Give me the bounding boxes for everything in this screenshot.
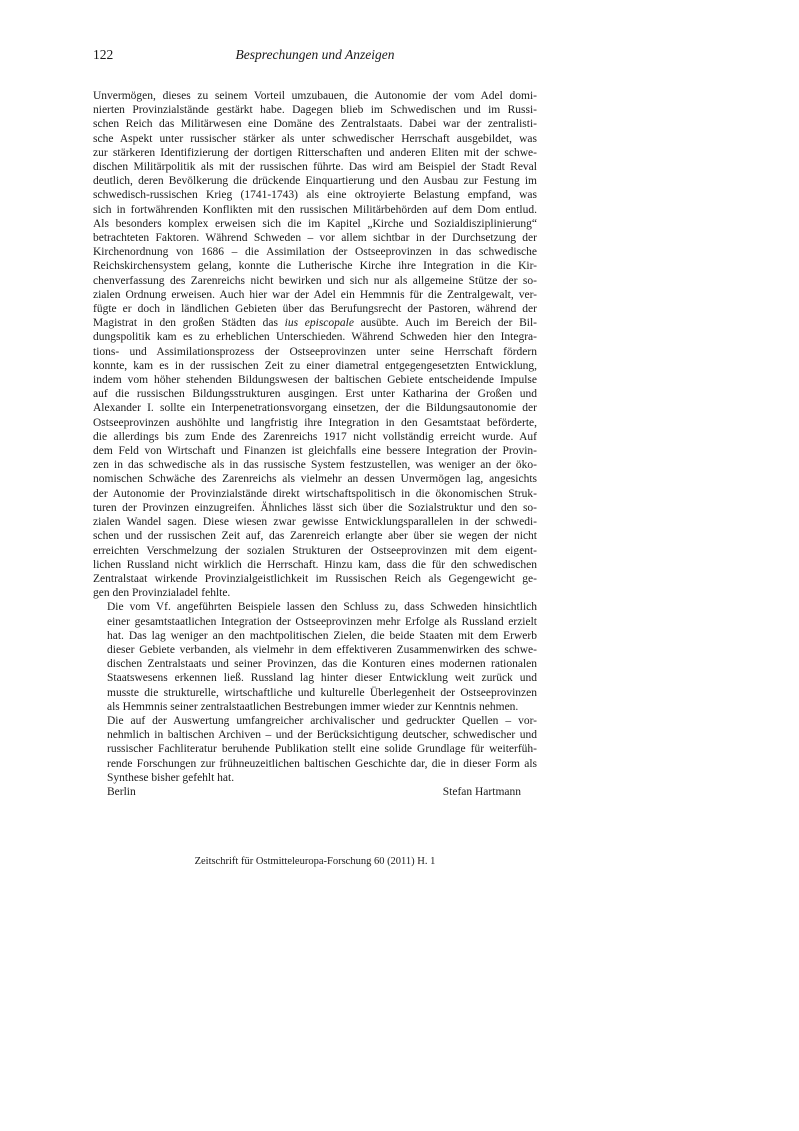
text-line: nomischen Schwäche des Zarenreichs als vielmehr an dessen Unvermögen lag, angesichts [93,473,537,486]
text-line: dieser Gebiete verbanden, als vielmehr in dem effektiveren Zusammenwirken des schwe- [107,643,537,656]
text-line: einer gesamtstaatlichen Integration der Ostseeprovinzen mehr Erfolge als Russland erzielt [107,615,537,628]
text-line: lichen Russland nicht wirklich die Herrschaft. Hinzu kam, dass die für den schwedischen [93,558,537,571]
text-line: sich in fortwährenden Konflikten mit den russischen Militärbehörden auf dem Dom entlud. [93,203,537,216]
text-line: musste die strukturelle, wirtschaftliche und kulturelle Überlegenheit der Ostseeprovinzen [107,686,537,699]
text-line: rende Forschungen zur frühneuzeitlichen baltischen Geschichte dar, die in dieser Form als [107,757,537,770]
page-number: 122 [93,47,114,62]
text-line: erreichten Verschmelzung der sozialen Strukturen der Ostseeprovinzen mit dem eigent- [93,544,537,557]
text-line: zur stärkeren Identifizierung der dortigen Ritterschaften und anderen Eliten mit der schwe- [93,146,537,159]
paragraph [93,600,537,714]
text-line: schwedisch-russischen Krieg (1741-1743) als eine oktroyierte Belastung empfand, was [93,189,537,202]
text-line: betrachteten Faktoren. Während Schweden – vor allem sichtbar in der Durchsetzung der [93,232,537,245]
text-line: konnte, kam es in der russischen Zeit zu einer diametral entgegengesetzten Entwicklung, [93,359,537,372]
journal-footer: Zeitschrift für Ostmitteleuropa-Forschung 60 (2011) H. 1 [194,856,436,867]
text-line: auf die russischen Bildungsstrukturen ausgingen. Erst unter Katharina der Großen und [93,388,537,401]
italic-term: ius episcopale [284,317,354,330]
text-line: deutlich, deren Bevölkerung die drückende Einquartierung und den Ausbau zur Festung im [93,175,537,188]
text-line: dischen Militärpolitik als mit der russischen führte. Das wird am Beispiel der Stadt Reval [93,161,537,174]
text-line: Die auf der Auswertung umfangreicher archivalischer und gedruckter Quellen – vor- [107,714,537,727]
text-line: indem vom höher stehenden Bildungswesen der baltischen Gebiete entscheidende Impulse [93,374,537,387]
page-header [93,47,537,67]
review-body [93,89,537,799]
text-line: Staatswesens erkennen ließ. Russland lag hinter dieser Entwicklung weit zurück und [107,672,537,685]
signature-city: Berlin [107,785,136,798]
text-line: Ostseeprovinzen aushöhlte und langfristig ihre Integration in den Gesamtstaat beförderte, [93,416,537,429]
text-line: fügte er doch in ländlichen Gebieten über das Berufungsrecht der Pastoren, während der [93,303,537,316]
text-line: nehmlich in baltischen Archiven – und der Berücksichtigung deutscher, schwedischer und [107,729,537,742]
paragraph [93,89,537,600]
text-line: zialen Wandel sagen. Diese wiesen zwar gewisse Entwicklungsparallelen in der schwedi- [93,516,537,529]
text-line: chenverfassung des Zarenreichs nicht bewirken und sich nur als allgemeine Stütze der so- [93,274,537,287]
text-line: Die vom Vf. angeführten Beispiele lassen den Schluss zu, dass Schweden hinsichtlich [107,601,537,614]
text-line: turen der Provinzen einzugreifen. Ähnliches lässt sich über die Sozialstruktur und den so- [93,501,537,514]
text-line: Zentralstaat wirkende Provinzialgeistlichkeit im Russischen Reich als Gegengewicht ge- [93,572,537,585]
text-line: tions- und Assimilationsprozess der Ostseeprovinzen unter seine Herrschaft fördern [93,345,537,358]
text-line: russischer Fachliteratur beruhende Publikation stellt eine solide Grundlage für weiterfüh- [107,743,537,756]
paragraph-container [93,89,537,785]
text-line: gen den Provinzialadel fehlte. [93,587,231,600]
text-line: hat. Das lag weniger an den machtpolitischen Zielen, die beide Staaten mit dem Erwerb [107,629,537,642]
signature-line [93,785,537,799]
text-line: die allerdings bis zum Ende des Zarenreichs 1917 nicht vollständig erreicht wurde. Auf [93,430,537,443]
paragraph [93,714,537,785]
text-line: Unvermögen, dieses zu seinem Vorteil umzubauen, die Autonomie der vom Adel domi- [93,90,537,102]
text-line: dem Feld von Wirtschaft und Finanzen ist gleichfalls eine bessere Integration der Provin- [93,445,537,458]
running-title: Besprechungen und Anzeigen [235,47,395,62]
text-line: als Hemmnis seiner zentralstaatlichen Bestrebungen immer wieder zur Kenntnis nehmen. [107,700,519,713]
text-line: schen und der russischen Zeit auf, das Zarenreich erlangte aber über sie wegen der nicht [93,530,537,543]
text-line: zen in das schwedische als in das russische System festzustellen, was weniger an der öko- [93,459,537,472]
text-line: Als besonders komplex erweisen sich die im Kapitel „Kirche und Sozialdisziplinierung“ [93,217,537,230]
text-line: zialen Ordnung erweisen. Auch hier war der Adel ein Hemmnis für die Zentralgewalt, ver- [93,288,537,301]
text-line: sche Aspekt unter russischer stärker als unter schwedischer Herrschaft ausgebildet, was [93,132,537,145]
text-line: nierten Provinzialstände gestärkt habe. Dagegen blieb im Schwedischen und im Russi- [93,104,537,117]
text-line: Alexander I. sollte ein Interpenetrationsvorgang einsetzen, der die Bildungsautonomie der [93,402,537,415]
signature-author: Stefan Hartmann [442,785,521,798]
text-line: Synthese bisher gefehlt hat. [107,771,235,784]
text-line: schen Reich das Militärwesen eine Domäne des Zentralstaats. Dabei war der zentralisti- [93,118,537,131]
text-line: Reichskirchensystem gelang, konnte die Lutherische Kirche ihre Integration in die Kir- [93,260,537,273]
text-line: dischen Zentralstaats und seiner Provinzen, das die Konturen eines modernen rationalen [107,658,537,671]
text-line: dungspolitik kam es zu erheblichen Unterschieden. Während Schweden hier den Integra- [93,331,537,344]
text-line: der Autonomie der Provinzialstände direkt wirtschaftspolitisch in die ökonomischen Struk- [93,487,537,500]
text-line: Magistrat in den großen Städten das ius episcopale ausübte. Auch im Bereich der Bil- [93,317,537,330]
text-line: Kirchenordnung von 1686 – die Assimilation der Ostseeprovinzen in das schwedische [93,246,537,259]
